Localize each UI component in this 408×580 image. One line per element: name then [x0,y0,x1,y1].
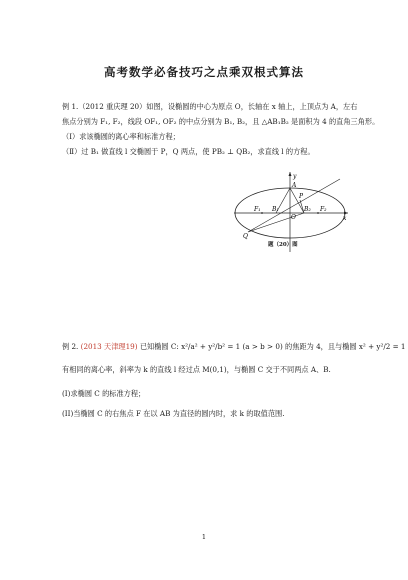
point-f2 [317,212,319,214]
y-axis-arrow [289,172,292,176]
label-a: A [292,182,297,189]
figure-caption: 题（20）图 [268,242,298,248]
example2-line2: 有相同的离心率，斜率为 k 的直线 l 经过点 M(0,1)，与椭圆 C 交于不同两点 A、B. [62,365,331,374]
label-b1: B₁ [272,206,279,213]
point-f1 [261,212,263,214]
example2-source: (2013 天津理19) [80,342,138,351]
label-f2: F₂ [320,206,327,213]
label-b2: B₂ [304,206,311,213]
example2-part2: (II)当椭圆 C 的右焦点 F 在以 AB 为直径的圆内时，求 k 的取值范围. [62,409,285,418]
segment-a-b2 [290,188,304,213]
label-x: x [343,215,347,222]
label-p: P [299,193,304,200]
example1-part1: （Ⅰ）求该椭圆的离心率和标准方程； [62,132,180,141]
label-y: y [293,173,297,180]
label-f1: F₁ [254,206,261,213]
example1-line1: 例 1.（2012 重庆理 20）如图，设椭圆的中心为原点 O，长轴在 x 轴上，上顶点为 A，左右 [62,102,358,111]
example2-line1 [62,341,406,352]
label-q: Q [243,233,248,240]
example2-prefix: 例 2. [62,342,79,351]
page-number: 1 [201,533,207,541]
label-o: O [291,214,296,221]
example1-part2: （Ⅱ）过 B₁ 做直线 l 交椭圆于 P，Q 两点，使 PB₂ ⊥ QB₂，求直线 l 的方程。 [62,147,315,156]
example2-statement: 已知椭圆 C: x²/a² + y²/b² = 1 (a > b > 0) 的焦距为 4，且与椭圆 x² + y²/2 = 1 [139,342,406,351]
page-title: 高考数学必备技巧之点乘双根式算法 [104,65,304,79]
example2-part1: (I)求椭圆 C 的标准方程； [62,389,146,398]
example1-line2: 焦点分别为 F₁, F₂，线段 OF₁, OF₂ 的中点分别为 B₁, B₂，且 △AB₁B₂ 是面积为 4 的直角三角形。 [62,117,380,126]
